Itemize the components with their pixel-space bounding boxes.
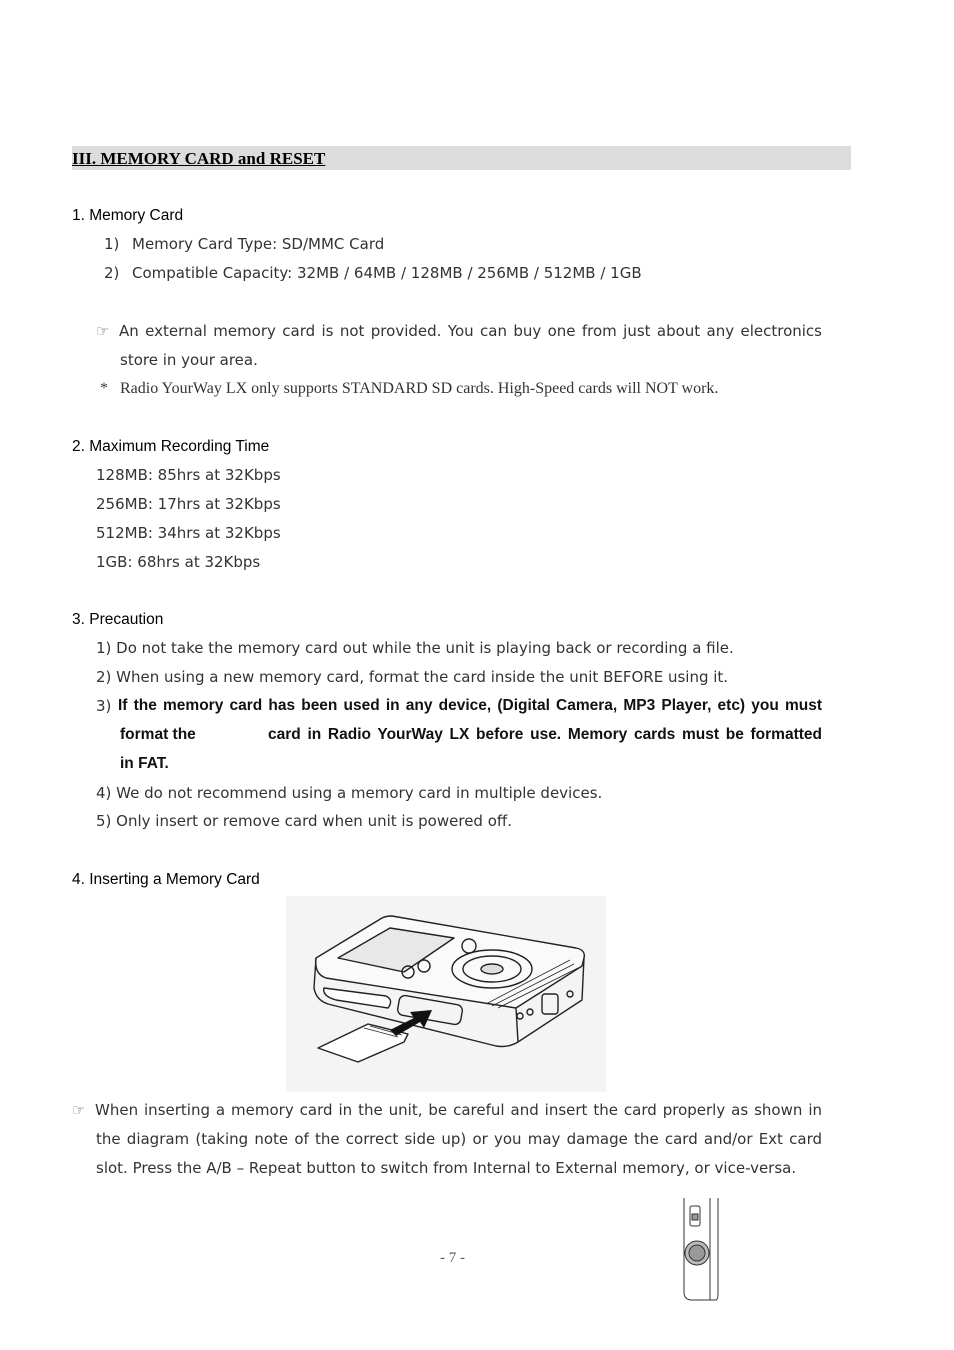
insertion-note-line: the diagram (taking note of the correct side up) or you may damage the card and/or Ext card — [96, 1130, 822, 1148]
inserting-heading: 4. Inserting a Memory Card — [72, 871, 260, 888]
precaution-item: 5) Only insert or remove card when unit is powered off. — [96, 812, 512, 830]
page-number: - 7 - — [440, 1250, 465, 1266]
precaution-format-warning: in FAT. — [120, 755, 169, 772]
recording-time-line: 512MB: 34hrs at 32Kbps — [96, 524, 281, 542]
precaution-format-warning: If the memory card has been used in any device, (Digital Camera, MP3 Player, etc) you must — [118, 697, 822, 714]
memory-card-type: Memory Card Type: SD/MMC Card — [132, 235, 385, 253]
insertion-note-line: slot. Press the A/B – Repeat button to switch from Internal to External memory, or vice-versa. — [96, 1159, 797, 1177]
pointing-hand-icon: ☞ — [72, 1101, 86, 1119]
sd-card-warning: Radio YourWay LX only supports STANDARD SD cards. High-Speed cards will NOT work. — [120, 380, 719, 397]
card-insertion-illustration — [286, 896, 606, 1092]
precaution-item-num: 3) — [96, 697, 112, 715]
reset-button-illustration — [680, 1196, 720, 1302]
memory-card-item-num: 1) — [104, 235, 120, 253]
pointing-hand-icon: ☞ — [96, 322, 110, 340]
precaution-format-warning: format the — [120, 726, 196, 743]
recording-time-heading: 2. Maximum Recording Time — [72, 438, 270, 455]
memory-card-item-num: 2) — [104, 264, 120, 282]
precaution-heading: 3. Precaution — [72, 611, 164, 628]
memory-card-note-line: store in your area. — [120, 351, 258, 369]
recording-time-line: 1GB: 68hrs at 32Kbps — [96, 553, 261, 571]
precaution-item: 1) Do not take the memory card out while the unit is playing back or recording a file. — [96, 639, 734, 657]
compatible-capacity: Compatible Capacity: 32MB / 64MB / 128MB / 256MB / 512MB / 1GB — [132, 264, 642, 282]
recording-time-line: 128MB: 85hrs at 32Kbps — [96, 466, 281, 484]
precaution-format-warning: card in Radio YourWay LX before use. Memory cards must be formatted — [268, 726, 822, 743]
section-title: III. MEMORY CARD and RESET — [72, 149, 326, 168]
memory-card-note-line: An external memory card is not provided. You can buy one from just about any electronics — [119, 322, 822, 340]
memory-card-heading: 1. Memory Card — [72, 207, 184, 224]
precaution-item: 2) When using a new memory card, format the card inside the unit BEFORE using it. — [96, 668, 729, 686]
recording-time-line: 256MB: 17hrs at 32Kbps — [96, 495, 281, 513]
precaution-item: 4) We do not recommend using a memory card in multiple devices. — [96, 784, 603, 802]
insertion-note-line: When inserting a memory card in the unit, be careful and insert the card properly as shown in — [95, 1101, 822, 1119]
asterisk-icon: * — [100, 380, 108, 397]
